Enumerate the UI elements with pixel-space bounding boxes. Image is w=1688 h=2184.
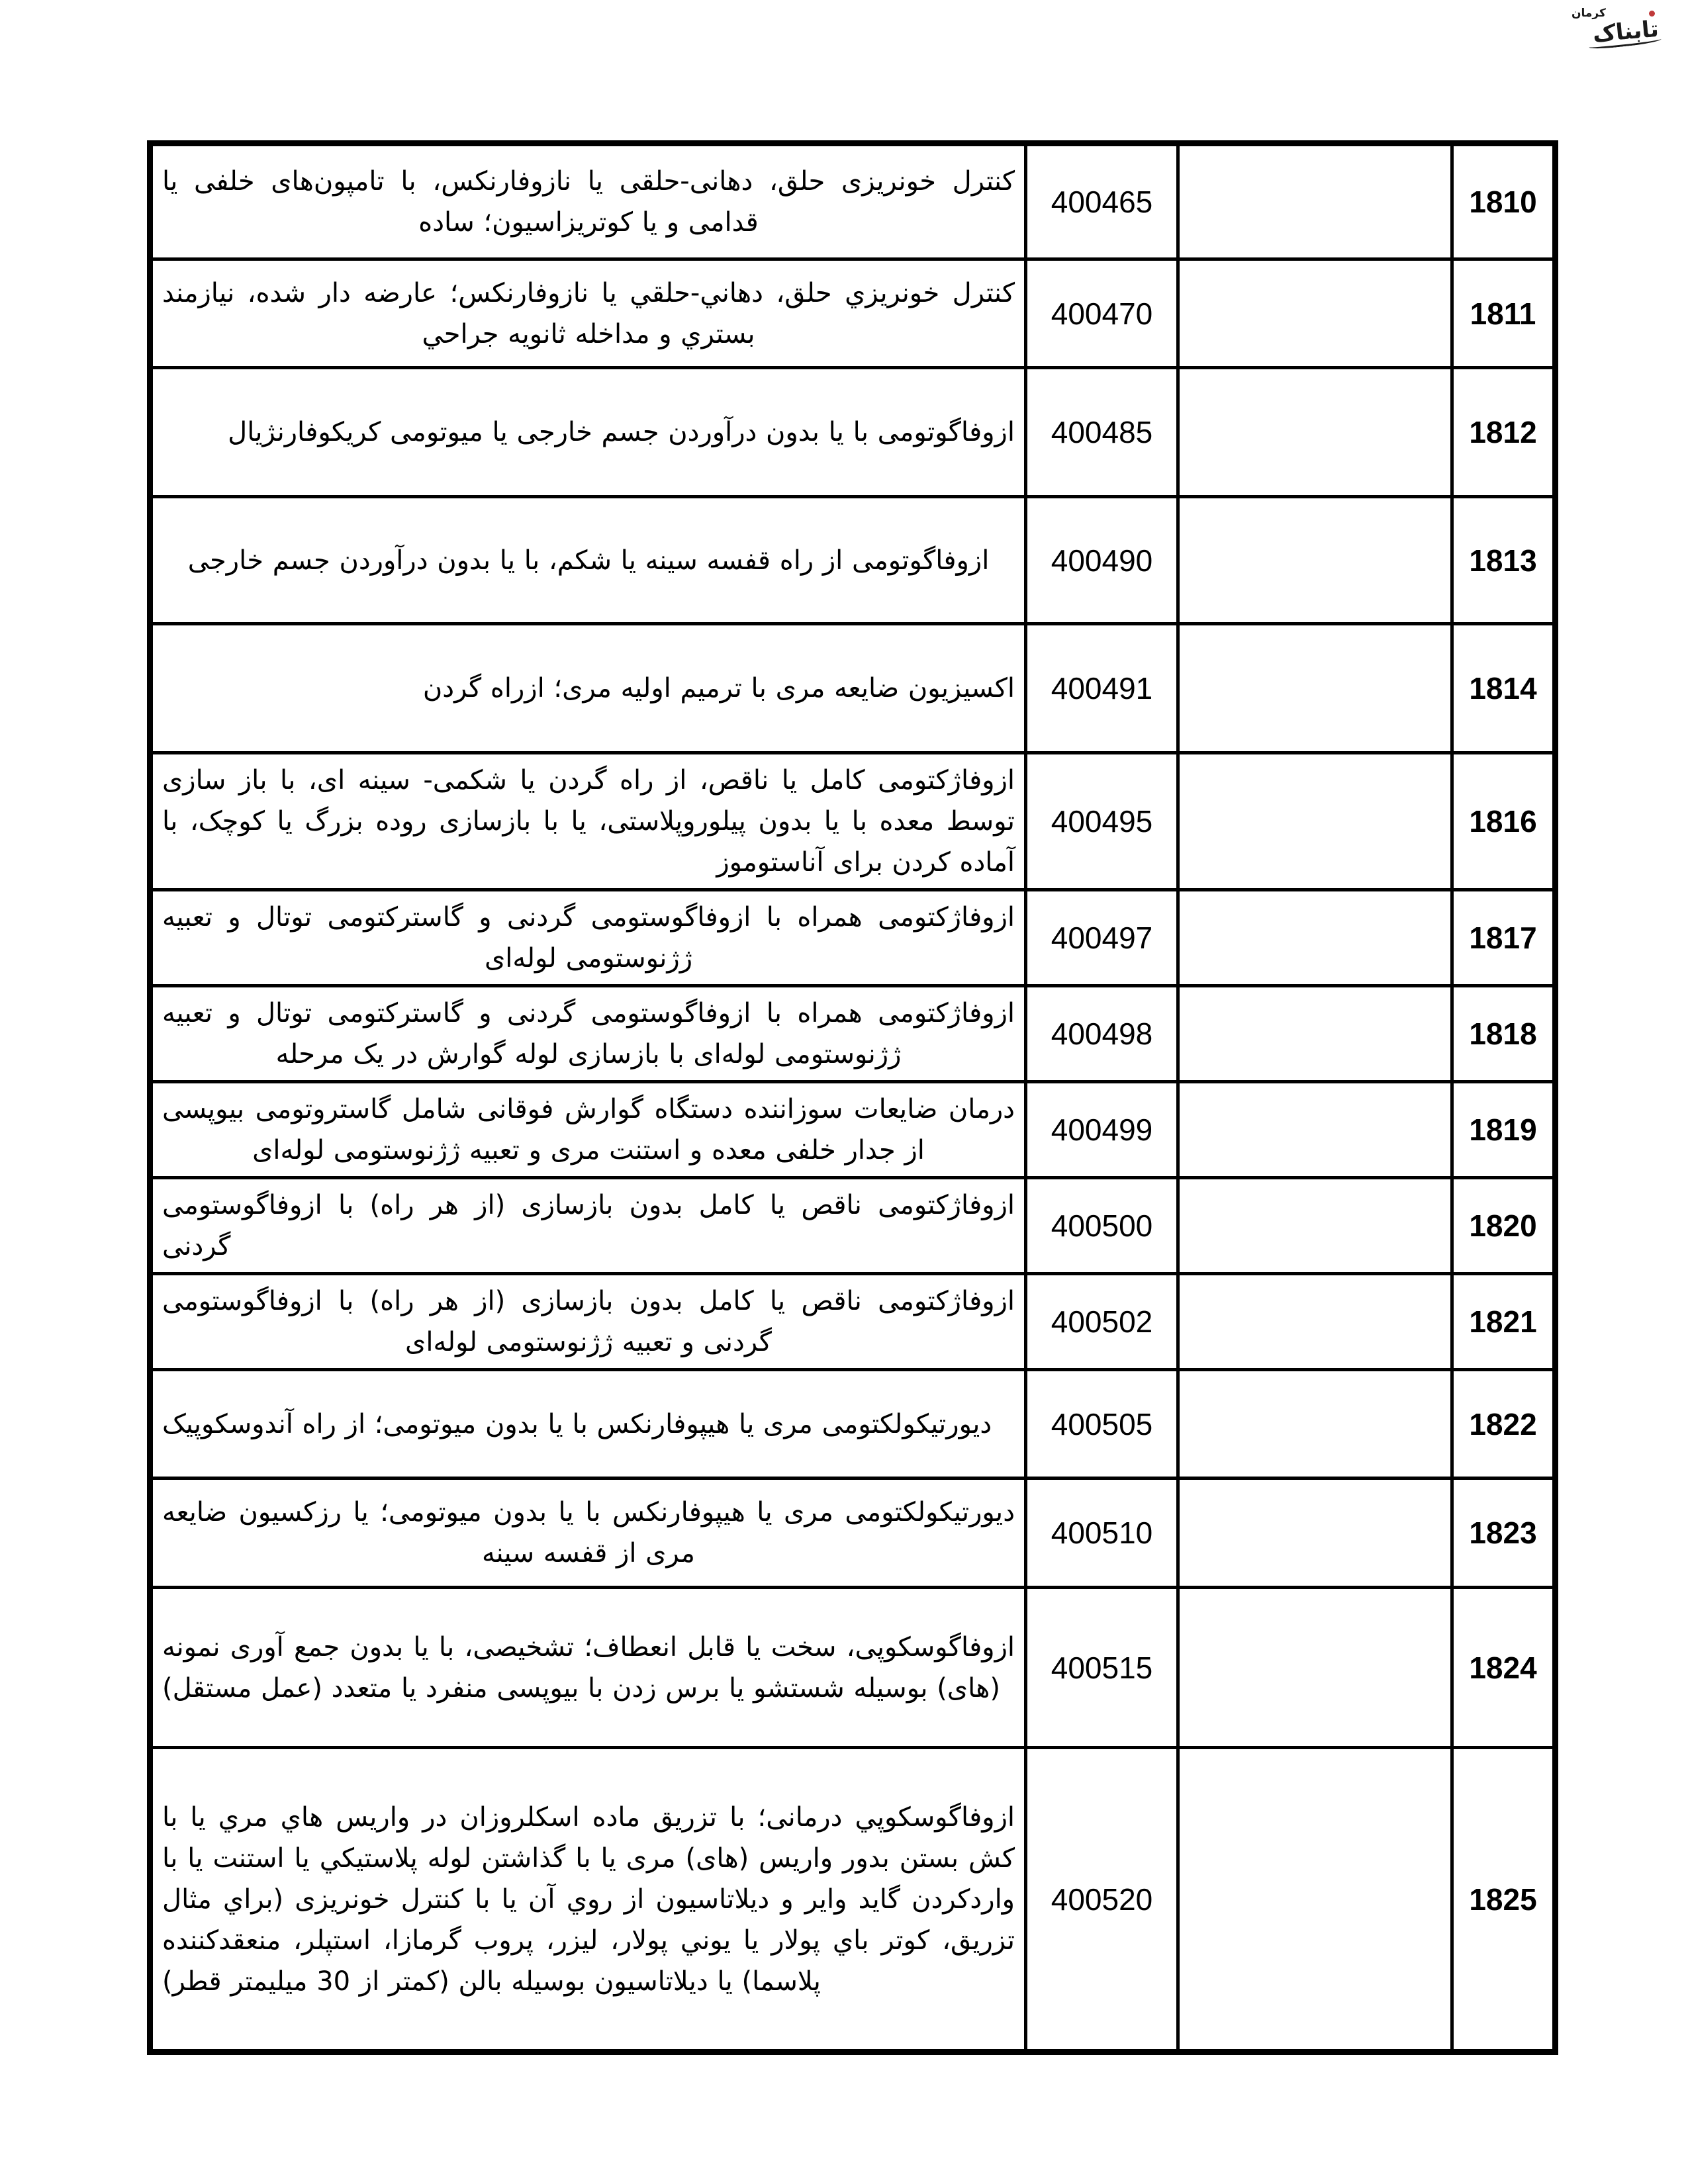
description-cell: ازوفاژکتومی ناقص یا کامل بدون بازسازی (از هر راه) با ازوفاگوستومی گردنی و تعبیه ژژنوستومی لوله‌ای: [150, 1274, 1026, 1370]
description-cell: ازوفاژکتومی کامل یا ناقص، از راه گردن یا شکمی- سینه ای، با باز سازی توسط معده با یا بدون پیلوروپلاستی، یا با بازسازی روده بزرگ یا کوچک، با آماده کردن برای آناستوموز: [150, 753, 1026, 890]
description-cell: ازوفاگوتومی با یا بدون درآوردن جسم خارجی یا میوتومی کریکوفارنژیال: [150, 368, 1026, 497]
code-cell: 400465: [1026, 144, 1178, 259]
empty-cell: [1178, 890, 1452, 986]
table-row: [150, 1588, 1556, 1748]
table-row: [150, 1274, 1556, 1370]
empty-cell: [1178, 1178, 1452, 1274]
code-cell: 400520: [1026, 1748, 1178, 2052]
table-row: [150, 1748, 1556, 2052]
row-number-cell: 1819: [1452, 1082, 1556, 1178]
row-number-cell: 1820: [1452, 1178, 1556, 1274]
code-cell: 400505: [1026, 1370, 1178, 1479]
table-row: [150, 1178, 1556, 1274]
description-cell: ازوفاگوسکوپي درمانی؛ با تزریق ماده اسکلروزان در واریس هاي مري یا با کش بستن بدور واریس (های) مری یا با گذاشتن لوله پلاستیکي یا استنت یا با واردکردن گاید وایر و دیلاتاسیون از روي آن یا با کنترل خونریزی (براي مثال تزریق، کوتر باي پولار یا یوني پولار، لیزر، پروب گرمازا، استپلر، منعقدکننده پلاسما) یا دیلاتاسیون بوسیله بالن (کمتر از 30 میلیمتر قطر): [150, 1748, 1026, 2052]
code-cell: 400499: [1026, 1082, 1178, 1178]
empty-cell: [1178, 1370, 1452, 1479]
table-row: [150, 144, 1556, 259]
table-row: [150, 1370, 1556, 1479]
table-row: [150, 753, 1556, 890]
row-number-cell: 1812: [1452, 368, 1556, 497]
code-cell: 400470: [1026, 259, 1178, 368]
tabnak-kerman-logo: [1562, 7, 1662, 46]
row-number-cell: 1824: [1452, 1588, 1556, 1748]
empty-cell: [1178, 144, 1452, 259]
code-cell: 400490: [1026, 497, 1178, 624]
empty-cell: [1178, 1274, 1452, 1370]
empty-cell: [1178, 368, 1452, 497]
row-number-cell: 1810: [1452, 144, 1556, 259]
empty-cell: [1178, 986, 1452, 1082]
code-cell: 400498: [1026, 986, 1178, 1082]
empty-cell: [1178, 1588, 1452, 1748]
description-cell: ازوفاژکتومی ناقص یا کامل بدون بازسازی (از هر راه) با ازوفاگوستومی گردنی: [150, 1178, 1026, 1274]
description-cell: دیورتیکولکتومی مری یا هیپوفارنکس با یا بدون میوتومی؛ یا رزکسیون ضایعه مری از قفسه سینه: [150, 1479, 1026, 1588]
row-number-cell: 1813: [1452, 497, 1556, 624]
table-row: [150, 624, 1556, 753]
description-cell: درمان ضایعات سوزاننده دستگاه گوارش فوقانی شامل گاستروتومی بیوپسی از جدار خلفی معده و استنت مری و تعبیه ژژنوستومی لوله‌ای: [150, 1082, 1026, 1178]
empty-cell: [1178, 497, 1452, 624]
table-row: [150, 890, 1556, 986]
row-number-cell: 1822: [1452, 1370, 1556, 1479]
row-number-cell: 1817: [1452, 890, 1556, 986]
empty-cell: [1178, 1748, 1452, 2052]
empty-cell: [1178, 1479, 1452, 1588]
description-cell: ازوفاگوسکوپی، سخت یا قابل انعطاف؛ تشخیصی، با یا بدون جمع آوری نمونه (های) بوسیله شستشو یا برس زدن با بیوپسی منفرد یا متعدد (عمل مستقل): [150, 1588, 1026, 1748]
description-cell: ازوفاژکتومی همراه با ازوفاگوستومی گردنی و گاسترکتومی توتال و تعبیه ژژنوستومی لوله‌ای با بازسازی لوله گوارش در یک مرحله: [150, 986, 1026, 1082]
code-cell: 400502: [1026, 1274, 1178, 1370]
code-cell: 400495: [1026, 753, 1178, 890]
logo-subtitle: کرمان: [1571, 7, 1606, 20]
empty-cell: [1178, 753, 1452, 890]
row-number-cell: 1818: [1452, 986, 1556, 1082]
description-cell: ازوفاژکتومی همراه با ازوفاگوستومی گردنی و گاسترکتومی توتال و تعبیه ژژنوستومی لوله‌ای: [150, 890, 1026, 986]
code-cell: 400515: [1026, 1588, 1178, 1748]
description-cell: ازوفاگوتومی از راه قفسه سینه یا شکم، با یا بدون درآوردن جسم خارجی: [150, 497, 1026, 624]
logo-title: تابناک: [1591, 15, 1660, 48]
row-number-cell: 1811: [1452, 259, 1556, 368]
code-cell: 400485: [1026, 368, 1178, 497]
empty-cell: [1178, 624, 1452, 753]
table-row: [150, 368, 1556, 497]
table-row: [150, 497, 1556, 624]
description-cell: اکسیزیون ضایعه مری با ترمیم اولیه مری؛ ازراه گردن: [150, 624, 1026, 753]
table-row: [150, 1082, 1556, 1178]
code-cell: 400497: [1026, 890, 1178, 986]
description-cell: دیورتیکولکتومی مری یا هیپوفارنکس با یا بدون میوتومی؛ از راه آندوسکوپیک: [150, 1370, 1026, 1479]
empty-cell: [1178, 1082, 1452, 1178]
procedures-table-body: [150, 144, 1556, 2052]
description-cell: کنترل خونریزي حلق، دهاني-حلقي یا نازوفارنکس؛ عارضه دار شده، نیازمند بستري و مداخله ثانویه جراحي: [150, 259, 1026, 368]
code-cell: 400491: [1026, 624, 1178, 753]
table-row: [150, 986, 1556, 1082]
table-row: [150, 1479, 1556, 1588]
procedures-table: [147, 140, 1558, 2055]
row-number-cell: 1825: [1452, 1748, 1556, 2052]
row-number-cell: 1821: [1452, 1274, 1556, 1370]
row-number-cell: 1816: [1452, 753, 1556, 890]
table-row: [150, 259, 1556, 368]
code-cell: 400500: [1026, 1178, 1178, 1274]
empty-cell: [1178, 259, 1452, 368]
code-cell: 400510: [1026, 1479, 1178, 1588]
description-cell: کنترل خونریزی حلق، دهانی-حلقی یا نازوفارنکس، با تامپون‌های خلفی یا قدامی و یا کوتریزاسیون؛ ساده: [150, 144, 1026, 259]
row-number-cell: 1823: [1452, 1479, 1556, 1588]
row-number-cell: 1814: [1452, 624, 1556, 753]
